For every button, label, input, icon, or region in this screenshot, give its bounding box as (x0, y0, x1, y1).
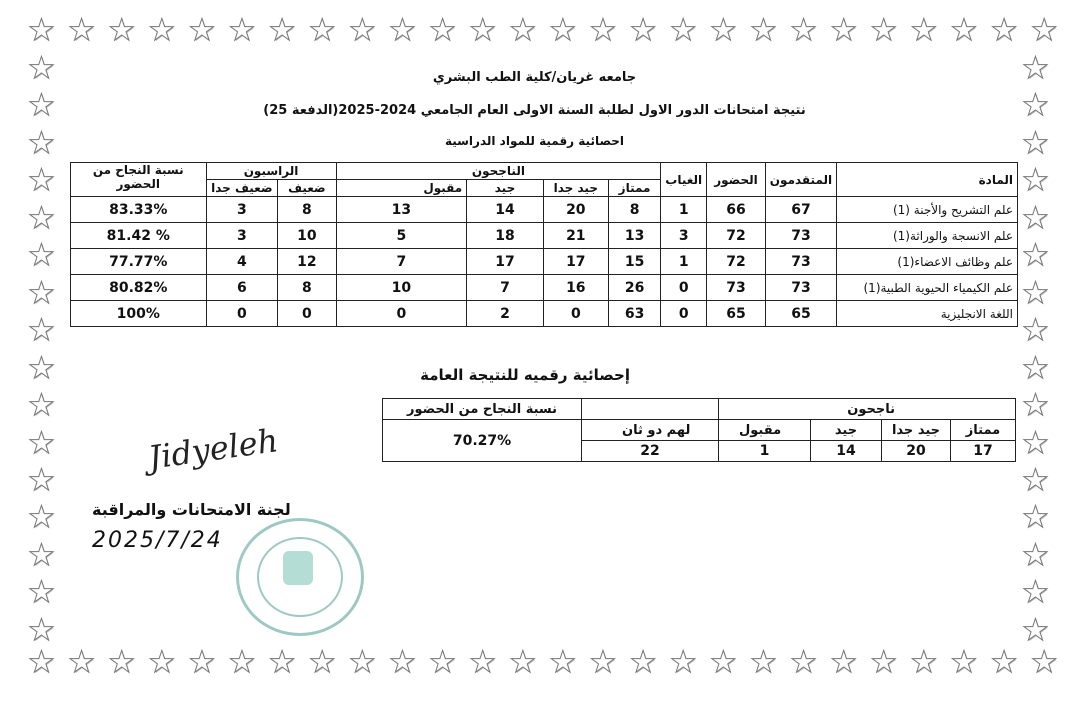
col-passed: ناجحون (719, 399, 1016, 420)
star-icon: ★ (1022, 51, 1049, 86)
star-icon: ★ (228, 13, 256, 48)
star-icon: ★ (388, 13, 416, 48)
star-icon: ★ (68, 645, 96, 680)
star-icon: ★ (589, 645, 617, 680)
col-very-good: جيد جدا (543, 180, 608, 197)
star-icon: ★ (1022, 425, 1049, 461)
star-icon: ★ (1030, 13, 1058, 48)
star-icon: ★ (28, 388, 55, 424)
table-row (71, 249, 1018, 275)
signature-date: 2025/7/24 (92, 528, 223, 553)
subject-name: علم الانسجة والوراثة(1) (837, 223, 1018, 249)
col-very-weak: ضعيف جدا (206, 180, 278, 197)
very-weak-value: 3 (206, 197, 278, 223)
university-name: جامعه غريان/كلية الطب البشري (432, 70, 637, 85)
col-excellent: ممتاز (951, 420, 1016, 441)
star-icon: ★ (950, 13, 978, 48)
col-good: جيد (811, 420, 882, 441)
excellent-value: 8 (608, 197, 660, 223)
star-icon: ★ (669, 645, 697, 680)
pass-rate-value: 81.42 % (71, 223, 207, 249)
general-result-title: إحصائية رقميه للنتيجة العامة (420, 366, 630, 384)
weak-value: 0 (278, 301, 336, 327)
star-icon: ★ (1022, 500, 1049, 536)
very-good-value: 20 (543, 197, 608, 223)
star-icon: ★ (669, 13, 697, 48)
acceptable-value: 0 (336, 301, 467, 327)
star-icon: ★ (1022, 88, 1049, 124)
star-icon: ★ (709, 13, 737, 48)
good-value: 7 (467, 275, 544, 301)
excellent-value: 13 (608, 223, 660, 249)
very-good-value: 17 (543, 249, 608, 275)
col-pass-rate: نسبة النجاح من الحضور (383, 399, 582, 420)
official-stamp (236, 518, 364, 636)
col-acceptable: مقبول (719, 420, 811, 441)
acceptable-value: 1 (719, 441, 811, 462)
general-pass-rate-value: 70.27% (383, 420, 582, 462)
star-icon: ★ (28, 163, 55, 199)
general-result-table (382, 398, 1016, 462)
star-icon: ★ (1030, 645, 1058, 680)
acceptable-value: 7 (336, 249, 467, 275)
subjects-table (70, 162, 1018, 327)
acceptable-value: 5 (336, 223, 467, 249)
very-weak-value: 6 (206, 275, 278, 301)
col-weak: ضعيف (278, 180, 336, 197)
good-value: 14 (467, 197, 544, 223)
table-row (71, 197, 1018, 223)
good-value: 18 (467, 223, 544, 249)
col-excellent: ممتاز (608, 180, 660, 197)
committee-name: لجنة الامتحانات والمراقبة (92, 500, 291, 519)
good-value: 14 (811, 441, 882, 462)
col-good: جيد (467, 180, 544, 197)
star-icon: ★ (1022, 163, 1049, 199)
star-icon: ★ (28, 88, 55, 124)
pass-rate-value: 77.77% (71, 249, 207, 275)
very-weak-value: 4 (206, 249, 278, 275)
col-failed: الراسبون (206, 163, 336, 180)
star-icon: ★ (28, 500, 55, 536)
attendance-value: 65 (707, 301, 766, 327)
star-icon: ★ (268, 13, 296, 48)
excellent-value: 17 (951, 441, 1016, 462)
attendance-value: 72 (707, 223, 766, 249)
star-icon: ★ (990, 13, 1018, 48)
absent-value: 3 (661, 223, 707, 249)
star-icon: ★ (188, 645, 216, 680)
star-icon: ★ (509, 645, 537, 680)
applicants-value: 73 (765, 223, 836, 249)
applicants-value: 73 (765, 249, 836, 275)
applicants-value: 67 (765, 197, 836, 223)
very-good-value: 20 (882, 441, 951, 462)
star-icon: ★ (1022, 612, 1049, 648)
col-very-good: جيد جدا (882, 420, 951, 441)
star-icon: ★ (388, 645, 416, 680)
excellent-value: 26 (608, 275, 660, 301)
star-icon: ★ (348, 645, 376, 680)
excellent-value: 15 (608, 249, 660, 275)
star-icon: ★ (28, 425, 55, 461)
acceptable-value: 13 (336, 197, 467, 223)
applicants-value: 65 (765, 301, 836, 327)
star-icon: ★ (469, 13, 497, 48)
star-icon: ★ (1022, 388, 1049, 424)
second-round-value: 22 (582, 441, 719, 462)
attendance-value: 66 (707, 197, 766, 223)
very-good-value: 0 (543, 301, 608, 327)
stamp-logo-icon (283, 551, 313, 585)
star-icon: ★ (28, 238, 55, 274)
star-icon: ★ (629, 645, 657, 680)
star-icon: ★ (1022, 350, 1049, 386)
star-icon: ★ (28, 612, 55, 648)
star-icon: ★ (549, 645, 577, 680)
star-icon: ★ (870, 645, 898, 680)
col-absent: الغياب (661, 163, 707, 197)
col-subject: المادة (837, 163, 1018, 197)
absent-value: 1 (661, 197, 707, 223)
star-icon: ★ (549, 13, 577, 48)
star-icon: ★ (429, 645, 456, 680)
col-passed: الناجحون (336, 163, 661, 180)
star-icon: ★ (990, 645, 1018, 680)
star-icon: ★ (589, 13, 617, 48)
star-icon: ★ (188, 13, 216, 48)
star-icon: ★ (348, 13, 376, 48)
pass-rate-value: 80.82% (71, 275, 207, 301)
pass-rate-value: 83.33% (71, 197, 207, 223)
top-star-border (28, 13, 1058, 48)
star-icon: ★ (228, 645, 256, 680)
star-icon: ★ (910, 13, 938, 48)
star-icon: ★ (28, 51, 55, 86)
star-icon: ★ (790, 13, 817, 48)
star-icon: ★ (950, 645, 978, 680)
pass-rate-value: 100% (71, 301, 207, 327)
col-second-round: لهم دو ثان (582, 420, 719, 441)
table-row (71, 275, 1018, 301)
table-row (71, 301, 1018, 327)
star-icon: ★ (28, 13, 55, 48)
applicants-value: 73 (765, 275, 836, 301)
star-icon: ★ (68, 13, 96, 48)
star-icon: ★ (1022, 313, 1049, 349)
star-icon: ★ (910, 645, 938, 680)
star-icon: ★ (308, 13, 336, 48)
col-attendance: الحضور (707, 163, 766, 197)
star-icon: ★ (108, 645, 136, 680)
very-good-value: 16 (543, 275, 608, 301)
star-icon: ★ (28, 645, 55, 680)
star-icon: ★ (28, 350, 55, 386)
col-acceptable: مقبول (336, 180, 467, 197)
star-icon: ★ (28, 575, 55, 611)
star-icon: ★ (1022, 238, 1049, 274)
attendance-value: 73 (707, 275, 766, 301)
subject-name: علم وظائف الاعضاء(1) (837, 249, 1018, 275)
subject-name: علم الكيمياء الحيوية الطبية(1) (837, 275, 1018, 301)
star-icon: ★ (509, 13, 537, 48)
excellent-value: 63 (608, 301, 660, 327)
star-icon: ★ (1022, 200, 1049, 236)
good-value: 2 (467, 301, 544, 327)
star-icon: ★ (830, 645, 858, 680)
weak-value: 12 (278, 249, 336, 275)
col-pass-rate: نسبة النجاح من الحضور (71, 163, 207, 197)
star-icon: ★ (28, 462, 55, 498)
subject-name: علم التشريح والأجنة (1) (837, 197, 1018, 223)
star-icon: ★ (28, 125, 55, 161)
very-weak-value: 3 (206, 223, 278, 249)
page-subtitle: احصائية رقمية للمواد الدراسية (444, 134, 625, 148)
star-icon: ★ (429, 13, 456, 48)
star-icon: ★ (28, 200, 55, 236)
absent-value: 0 (661, 301, 707, 327)
weak-value: 8 (278, 275, 336, 301)
col-applicants: المتقدمون (765, 163, 836, 197)
star-icon: ★ (790, 645, 817, 680)
star-icon: ★ (268, 645, 296, 680)
signature: Jidyeleh (145, 421, 281, 477)
very-weak-value: 0 (206, 301, 278, 327)
star-icon: ★ (629, 13, 657, 48)
star-icon: ★ (749, 13, 777, 48)
acceptable-value: 10 (336, 275, 467, 301)
page-title: نتيجة امتحانات الدور الاول لطلبة السنة الاولى العام الجامعي 2024-2025(الدفعة 25) (263, 103, 806, 118)
star-icon: ★ (1022, 575, 1049, 611)
star-icon: ★ (1022, 537, 1049, 573)
star-icon: ★ (148, 13, 176, 48)
bottom-star-border (28, 645, 1058, 680)
star-icon: ★ (148, 645, 176, 680)
star-icon: ★ (709, 645, 737, 680)
star-icon: ★ (28, 537, 55, 573)
star-icon: ★ (1022, 275, 1049, 311)
star-icon: ★ (28, 313, 55, 349)
star-icon: ★ (1022, 125, 1049, 161)
absent-value: 1 (661, 249, 707, 275)
star-icon: ★ (1022, 462, 1049, 498)
absent-value: 0 (661, 275, 707, 301)
star-icon: ★ (830, 13, 858, 48)
star-icon: ★ (308, 645, 336, 680)
weak-value: 10 (278, 223, 336, 249)
star-icon: ★ (28, 275, 55, 311)
subject-name: اللغة الانجليزية (837, 301, 1018, 327)
star-icon: ★ (749, 645, 777, 680)
star-icon: ★ (108, 13, 136, 48)
star-icon: ★ (870, 13, 898, 48)
star-icon: ★ (469, 645, 497, 680)
very-good-value: 21 (543, 223, 608, 249)
attendance-value: 72 (707, 249, 766, 275)
table-row (71, 223, 1018, 249)
good-value: 17 (467, 249, 544, 275)
weak-value: 8 (278, 197, 336, 223)
empty-header-cell (582, 399, 719, 420)
